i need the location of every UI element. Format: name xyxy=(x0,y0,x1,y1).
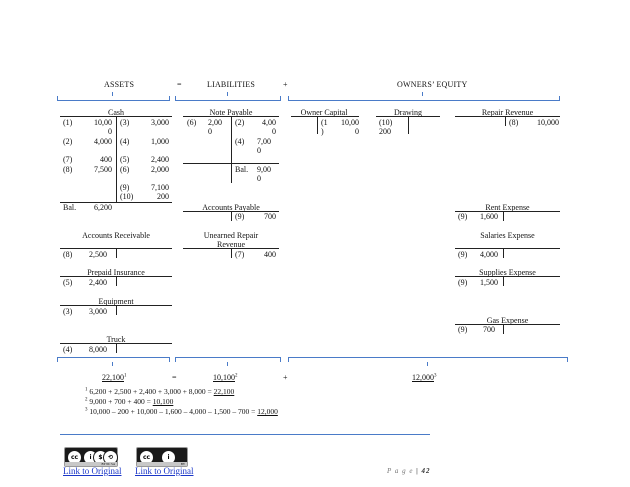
cash-divider xyxy=(116,116,117,203)
owner-capital-amt: 10,00 xyxy=(341,118,359,127)
cash-credit-amt: 2,000 xyxy=(151,165,169,174)
cc-by-badge[interactable] xyxy=(136,447,188,467)
liabilities-header: LIABILITIES xyxy=(207,80,255,89)
accounts-receivable-divider xyxy=(116,248,117,258)
cash-credit-ref: (9) xyxy=(120,183,130,192)
unearned-repair-amt: 400 xyxy=(264,250,276,259)
rent-expense-ref: (9) xyxy=(458,212,468,221)
equipment-amt: 3,000 xyxy=(89,307,107,316)
cash-credit-ref: (5) xyxy=(120,155,130,164)
note-payable-credit-amt: 7,00 xyxy=(257,137,271,146)
prepaid-insurance-title: Prepaid Insurance xyxy=(87,268,145,277)
salaries-expense-top-rule xyxy=(455,248,560,249)
truck-divider xyxy=(116,343,117,353)
cash-debit-amt: 0 xyxy=(108,127,112,136)
prepaid-insurance-ref: (5) xyxy=(63,278,73,287)
note-payable-credit-amt: 0 xyxy=(272,127,276,136)
equity-bottom-brace-tick xyxy=(427,362,428,366)
repair-revenue-title: Repair Revenue xyxy=(481,108,534,117)
supplies-expense-amt: 1,500 xyxy=(480,278,498,287)
equals-sign: = xyxy=(177,80,182,89)
repair-revenue-divider xyxy=(505,116,506,126)
cash-balance-rule xyxy=(60,202,172,203)
liabilities-bottom-brace xyxy=(175,357,281,362)
badge-label: BY NC SA xyxy=(65,462,117,466)
owner-capital-divider xyxy=(317,116,318,134)
assets-bottom-brace xyxy=(57,357,170,362)
footnote-3: $^3$ 10,000 – 200 + 10,000 – 1,600 – 4,000 – 1,500 – 700 = 12,000 xyxy=(85,407,278,416)
accounts-payable-title: Accounts Payable xyxy=(202,203,260,212)
sa-icon: ⟲ xyxy=(103,450,118,465)
drawing-amt: 200 xyxy=(379,127,391,136)
owner-capital-ref: (1 xyxy=(321,118,328,127)
cash-debit-amt: 400 xyxy=(100,155,112,164)
rent-expense-top-rule xyxy=(455,211,560,212)
owner-capital-ref: ) xyxy=(321,127,324,136)
cash-credit-amt: 1,000 xyxy=(151,137,169,146)
cash-debit-ref: (8) xyxy=(63,165,73,174)
assets-header: ASSETS xyxy=(104,80,135,89)
equity-total: 12,000$^3$ xyxy=(412,373,437,382)
salaries-expense-title: Salaries Expense xyxy=(480,231,535,240)
equipment-title: Equipment xyxy=(98,297,134,306)
equipment-ref: (3) xyxy=(63,307,73,316)
cash-title: Cash xyxy=(108,108,124,117)
liabilities-total: 10,100$^2$ xyxy=(213,373,238,382)
cash-credit-ref: (6) xyxy=(120,165,130,174)
supplies-expense-title: Supplies Expense xyxy=(479,268,536,277)
cash-balance-label: Bal. xyxy=(63,203,77,212)
nc-icon: $ xyxy=(93,450,108,465)
note-payable-debit-amt: 0 xyxy=(208,127,212,136)
equity-brace xyxy=(288,96,560,101)
gas-expense-ref: (9) xyxy=(458,325,468,334)
totals-plus: + xyxy=(283,373,288,382)
salaries-expense-divider xyxy=(503,248,504,258)
liabilities-bottom-brace-tick xyxy=(227,362,228,366)
cash-debit-amt: 7,500 xyxy=(94,165,112,174)
totals-equals: = xyxy=(172,373,177,382)
assets-brace-tick xyxy=(112,92,113,96)
gas-expense-top-rule xyxy=(455,324,560,325)
cash-credit-ref: (3) xyxy=(120,118,130,127)
gas-expense-divider xyxy=(503,324,504,334)
drawing-title: Drawing xyxy=(394,108,422,117)
assets-bottom-brace-tick xyxy=(112,362,113,366)
note-payable-credit-amt: 4,00 xyxy=(262,118,276,127)
cc-icon: cc xyxy=(139,450,154,465)
cash-credit-amt: 2,400 xyxy=(151,155,169,164)
salaries-expense-amt: 4,000 xyxy=(480,250,498,259)
rent-expense-divider xyxy=(503,211,504,221)
note-payable-credit-ref: (2) xyxy=(235,118,245,127)
prepaid-insurance-divider xyxy=(116,276,117,286)
truck-amt: 8,000 xyxy=(89,345,107,354)
cash-debit-ref: (2) xyxy=(63,137,73,146)
cash-credit-amt: 200 xyxy=(157,192,169,201)
unearned-repair-title: Unearned Repair xyxy=(203,231,259,240)
salaries-expense-ref: (9) xyxy=(458,250,468,259)
note-payable-divider xyxy=(231,116,232,183)
gas-expense-amt: 700 xyxy=(483,325,495,334)
equity-bottom-brace xyxy=(288,357,568,362)
drawing-divider xyxy=(408,116,409,134)
drawing-ref: (10) xyxy=(379,118,393,127)
cash-debit-ref: (1) xyxy=(63,118,73,127)
note-payable-balance-amt: 9,00 xyxy=(257,165,271,174)
supplies-expense-divider xyxy=(503,276,504,286)
by-icon: i xyxy=(83,450,98,465)
cash-debit-ref: (7) xyxy=(63,155,73,164)
repair-revenue-ref: (8) xyxy=(509,118,519,127)
badge-label: BY xyxy=(137,462,187,466)
liabilities-brace xyxy=(175,96,281,101)
supplies-expense-ref: (9) xyxy=(458,278,468,287)
truck-ref: (4) xyxy=(63,345,73,354)
truck-title: Truck xyxy=(106,335,126,344)
footnote-1: $^1$ 6,200 + 2,500 + 2,400 + 3,000 + 8,000 = 22,100 xyxy=(85,387,235,396)
unearned-repair-divider xyxy=(231,248,232,258)
note-payable-credit-amt: 0 xyxy=(257,146,261,155)
owner-capital-amt: 0 xyxy=(355,127,359,136)
owners-equity-header: OWNERS’ EQUITY xyxy=(397,80,468,89)
unearned-repair-title: Revenue xyxy=(217,240,245,249)
note-payable-title: Note Payable xyxy=(209,108,253,117)
footer-rule xyxy=(60,434,430,435)
cash-credit-ref: (10) xyxy=(120,192,134,201)
accounts-payable-amt: 700 xyxy=(264,212,276,221)
repair-revenue-top-rule xyxy=(455,116,560,117)
cc-icon: cc xyxy=(67,450,82,465)
rent-expense-amt: 1,600 xyxy=(480,212,498,221)
cash-credit-amt: 7,100 xyxy=(151,183,169,192)
cash-balance-amt: 6,200 xyxy=(94,203,112,212)
note-payable-balance-label: Bal. xyxy=(235,165,249,174)
accounts-receivable-title: Accounts Receivable xyxy=(82,231,150,240)
unearned-repair-ref: (7) xyxy=(235,250,245,259)
cash-debit-amt: 4,000 xyxy=(94,137,112,146)
note-payable-debit-ref: (6) xyxy=(187,118,197,127)
plus-sign: + xyxy=(283,80,288,89)
footnote-2: $^2$ 9,000 + 700 + 400 = 10,100 xyxy=(85,397,174,406)
equipment-divider xyxy=(116,305,117,315)
note-payable-balance-amt: 0 xyxy=(257,174,261,183)
gas-expense-title: Gas Expense xyxy=(486,316,529,325)
assets-brace xyxy=(57,96,170,101)
owner-capital-title: Owner Capital xyxy=(300,108,348,117)
prepaid-insurance-amt: 2,400 xyxy=(89,278,107,287)
cash-debit-amt: 10,00 xyxy=(94,118,112,127)
accounts-receivable-amt: 2,500 xyxy=(89,250,107,259)
cc-by-nc-sa-badge[interactable] xyxy=(64,447,118,467)
note-payable-credit-ref: (4) xyxy=(235,137,245,146)
link-to-original-2[interactable]: Link to Original xyxy=(135,466,194,476)
equity-brace-tick xyxy=(422,92,423,96)
link-to-original-1[interactable]: Link to Original xyxy=(63,466,122,476)
accounts-payable-ref: (9) xyxy=(235,212,245,221)
page-number: P a g e | 42 xyxy=(387,467,431,475)
accounts-receivable-ref: (8) xyxy=(63,250,73,259)
supplies-expense-top-rule xyxy=(455,276,560,277)
note-payable-debit-amt: 2,00 xyxy=(208,118,222,127)
accounts-payable-divider xyxy=(231,211,232,221)
repair-revenue-amt: 10,000 xyxy=(537,118,559,127)
liabilities-brace-tick xyxy=(227,92,228,96)
cash-credit-amt: 3,000 xyxy=(151,118,169,127)
rent-expense-title: Rent Expense xyxy=(485,203,530,212)
by-icon: i xyxy=(161,450,176,465)
assets-total: 22,100$^1$ xyxy=(102,373,127,382)
owner-capital-top-rule xyxy=(291,116,359,117)
note-payable-balance-rule xyxy=(183,163,279,164)
cash-credit-ref: (4) xyxy=(120,137,130,146)
